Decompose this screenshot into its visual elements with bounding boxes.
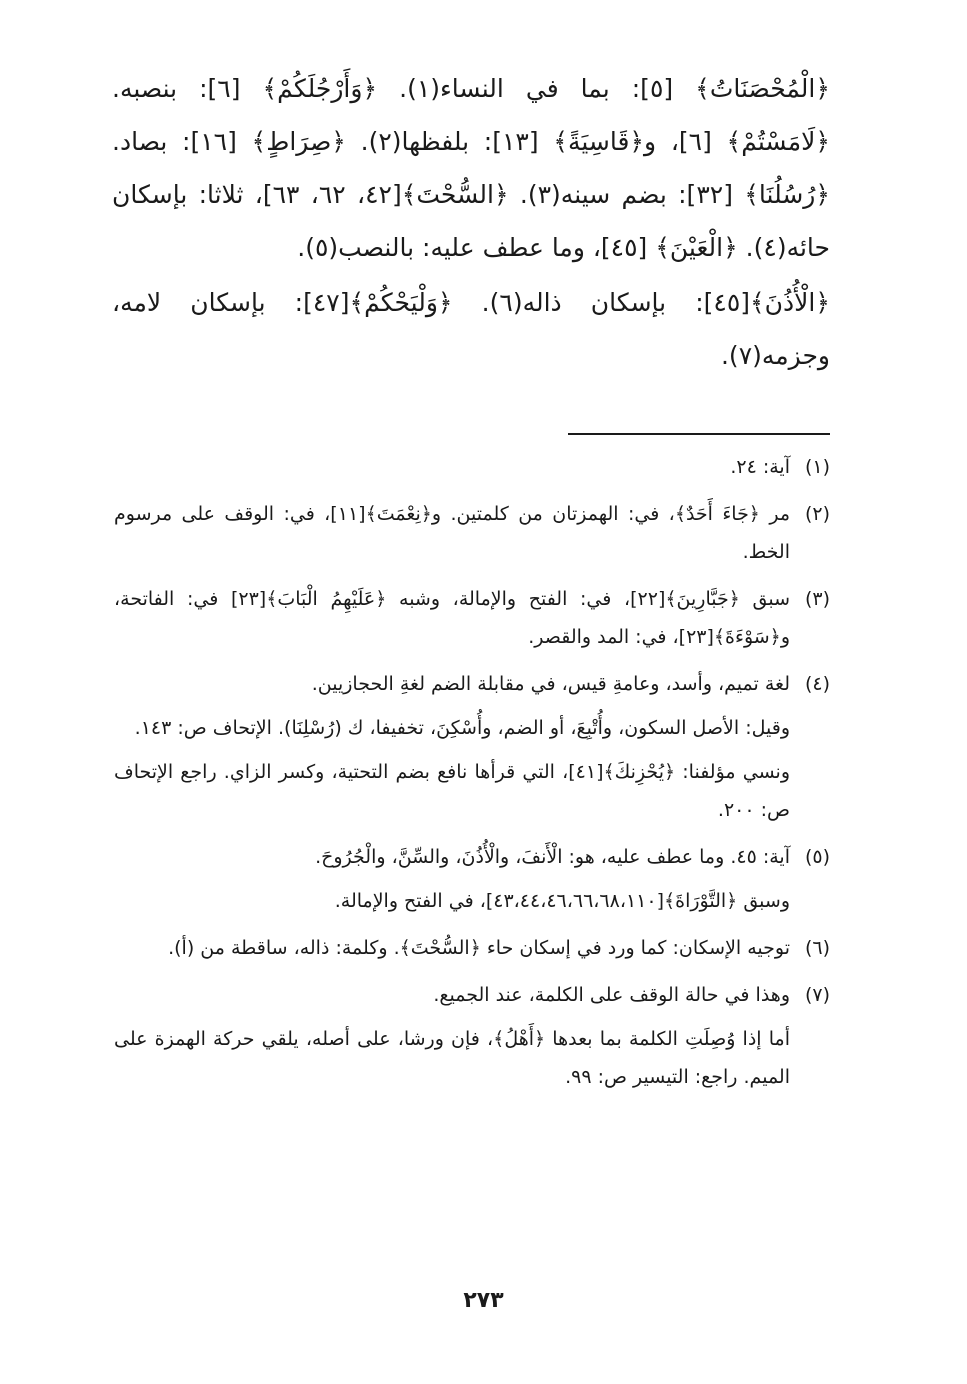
footnote-number: (٢) (804, 503, 830, 525)
main-paragraph-2: ﴿الْأُذُنَ﴾[٤٥]: بإسكان ذاله(٦). ﴿وَلْيَحْكُمْ﴾[٤٧]: بإسكان لامه، وجزمه(٧). (112, 288, 831, 370)
footnote-text: توجيه الإسكان: كما ورد في إسكان حاء ﴿السُّحْتَ﴾. وكلمة: ذاله، ساقطة من (أ). (168, 937, 790, 959)
footnote-number: (١) (804, 456, 830, 478)
footnote-text: أما إذا وُصِلَتِ الكلمة بما بعدها ﴿أَهْلُ﴾، فإن ورشا، على أصله، يلقي حركة الهمزة على الميم. راجع: التيسير ص: ٩٩. (114, 1028, 790, 1088)
footnote-7 (114, 976, 830, 1096)
footnote-number: (٣) (804, 588, 830, 610)
footnote-text: ونسي مؤلفنا: ﴿يُحْزِنكَ﴾[٤١]، التي قرأها نافع بضم التحتية، وكسر الزاي. راجع الإتحاف ص: ٢٠٠. (114, 761, 790, 821)
page-number: ٢٧٣ (463, 1288, 504, 1313)
footnote-separator (568, 433, 830, 435)
footnote-2 (114, 495, 830, 571)
footnote-4 (114, 665, 830, 829)
footnote-number: (٤) (804, 673, 830, 695)
main-paragraph-1: ﴿الْمُحْصَنَاتُ﴾ [٥]: بما في النساء(١). ﴿وَأَرْجُلَكُمْ﴾ [٦]: بنصبه. ﴿لَامَسْتُمْ﴾ [٦]، و﴿قَاسِيَةً﴾ [١٣]: بلفظها(٢). ﴿صِرَاطٍ﴾ [١٦]: بصاد. ﴿رُسُلُنَا﴾ [٣٢]: بضم سينه(٣). ﴿السُّحْتَ﴾[٤٢، ٦٢، ٦٣]، ثلاثا: بإسكان حائه(٤). ﴿الْعَيْنَ﴾ [٤٥]، وما عطف عليه: بالنصب(٥). (112, 74, 831, 262)
footnote-text: آية: ٤٥. وما عطف عليه، هو: الْأَنفَ، والْأُذُنَ، والسِّنَّ، والْجُرُوحَ. (315, 846, 790, 868)
footnote-text: سبق ﴿جَبَّارِينَ﴾[٢٢]، في: الفتح والإمالة، وشبه ﴿عَلَيْهِمُ الْبَابَ﴾[٢٣] في: الفاتحة، و﴿سَوْءَةَ﴾[٢٣]، في: المد والقصر. (114, 588, 790, 648)
footnote-5 (114, 838, 830, 920)
main-text (112, 62, 830, 382)
footnote-1 (114, 448, 830, 486)
footnote-text: آية: ٢٤. (730, 456, 790, 478)
footnote-number: (٥) (804, 846, 830, 868)
footnote-number: (٦) (804, 937, 830, 959)
footnote-text: وهذا في حالة الوقف على الكلمة، عند الجميع. (433, 984, 790, 1006)
footnote-3 (114, 580, 830, 656)
footnotes (114, 448, 830, 1096)
footnote-text: وسبق ﴿التَّوْرَاةَ﴾[٤٣،٤٤،٤٦،٦٦،٦٨،١١٠]، في الفتح والإمالة. (334, 890, 790, 912)
footnote-text: مر ﴿جَاءَ أَحَدٌ﴾، في: الهمزتان من كلمتين. و﴿نِعْمَتَ﴾[١١]، في: الوقف على مرسوم الخط. (114, 503, 791, 563)
footnote-text: لغة تميم، وأسد، وعامةِ قيس، في مقابلة الضم لغةِ الحجازيين. (311, 673, 790, 695)
footnote-6 (114, 929, 830, 967)
footnote-text: وقيل: الأصل السكون، وأُتْبِعَ، أو الضم، وأُسْكِنَ، تخفيفا، ك (رُسْلِنَا). الإتحاف ص: ١٤٣. (134, 717, 790, 739)
footnote-number: (٧) (804, 984, 830, 1006)
